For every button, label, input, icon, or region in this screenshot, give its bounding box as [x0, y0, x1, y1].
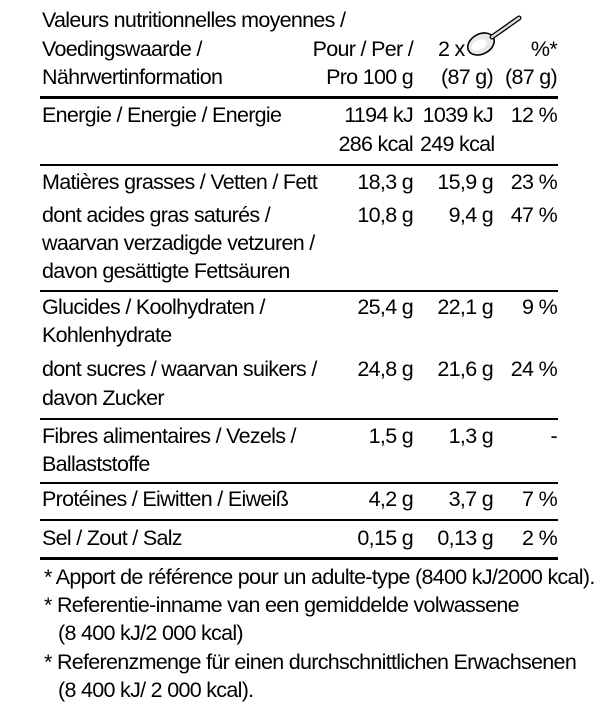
row-value-per100: 24,8 g	[357, 357, 413, 381]
divider	[40, 482, 558, 484]
row-label: Energie / Energie / Energie	[42, 103, 282, 127]
row-value-per100: 10,8 g	[357, 203, 413, 227]
row-label: Fibres alimentaires / Vezels /	[42, 424, 296, 448]
row-label: davon Zucker	[42, 386, 164, 410]
row-value-ri: 47 %	[510, 203, 557, 227]
header-title-fr: Valeurs nutritionnelles moyennes /	[42, 8, 346, 32]
row-label: dont acides gras saturés /	[42, 203, 270, 227]
row-value-ri: 24 %	[510, 357, 557, 381]
row-value-portion: 9,4 g	[448, 203, 493, 227]
column-header-ri-unit: (87 g)	[505, 65, 557, 89]
column-header-per100: Pour / Per /	[312, 37, 413, 61]
row-label: Matières grasses / Vetten / Fett	[42, 170, 318, 194]
row-value-per100: 4,2 g	[368, 487, 413, 511]
row-value-ri: 9 %	[522, 295, 557, 319]
row-value-ri: 23 %	[510, 170, 557, 194]
row-value-portion: 15,9 g	[437, 170, 493, 194]
divider	[40, 557, 558, 560]
row-label: Sel / Zout / Salz	[42, 526, 182, 550]
footnote-nl: * Referentie-inname van een gemiddelde volwassene	[44, 593, 519, 617]
divider	[40, 290, 558, 292]
header-title-nl: Voedingswaarde /	[42, 37, 202, 61]
spoon-icon	[464, 12, 524, 60]
row-label: Glucides / Koolhydraten /	[42, 295, 265, 319]
row-value-portion: 1,3 g	[448, 424, 493, 448]
row-value-per100: 18,3 g	[357, 170, 413, 194]
row-value-portion: 0,13 g	[437, 526, 493, 550]
column-header-portion: 2 x	[438, 37, 465, 61]
row-value-portion-kcal: 249 kcal	[420, 132, 495, 156]
row-value-per100: 1,5 g	[368, 424, 413, 448]
divider	[40, 519, 558, 521]
row-value-per100: 0,15 g	[357, 526, 413, 550]
footnote-de-values: (8 400 kJ/ 2 000 kcal).	[58, 678, 254, 702]
footnote-de: * Referenzmenge für einen durchschnittlichen Erwachsenen	[44, 650, 577, 674]
row-label: dont sucres / waarvan suikers /	[42, 357, 317, 381]
row-value-portion: 21,6 g	[437, 357, 493, 381]
row-label: Ballaststoffe	[42, 452, 150, 476]
row-value-per100-kcal: 286 kcal	[338, 132, 413, 156]
header-title-de: Nährwertinformation	[42, 65, 223, 89]
column-header-ri: %*	[530, 37, 557, 61]
row-label: Kohlenhydrate	[42, 323, 172, 347]
row-value-portion: 22,1 g	[437, 295, 493, 319]
row-value-ri: 12 %	[510, 103, 557, 127]
row-label: waarvan verzadigde vetzuren /	[42, 231, 315, 255]
column-header-portion-unit: (87 g)	[441, 65, 493, 89]
row-value-ri: 2 %	[522, 526, 557, 550]
footnote-nl-values: (8 400 kJ/2 000 kcal)	[58, 621, 243, 645]
row-value-ri: -	[550, 424, 557, 448]
row-value-portion: 1039 kJ	[422, 103, 493, 127]
footnote-fr: * Apport de référence pour un adulte-type (8400 kJ/2000 kcal).	[44, 565, 595, 589]
row-label: davon gesättigte Fettsäuren	[42, 259, 290, 283]
row-value-ri: 7 %	[522, 487, 557, 511]
row-value-per100: 1194 kJ	[344, 103, 413, 127]
row-value-per100: 25,4 g	[357, 295, 413, 319]
column-header-per100-unit: Pro 100 g	[326, 65, 413, 89]
divider	[40, 96, 558, 99]
divider	[40, 164, 558, 166]
divider	[40, 418, 558, 420]
row-value-portion: 3,7 g	[448, 487, 493, 511]
row-label: Protéines / Eiwitten / Eiweiß	[42, 487, 289, 511]
